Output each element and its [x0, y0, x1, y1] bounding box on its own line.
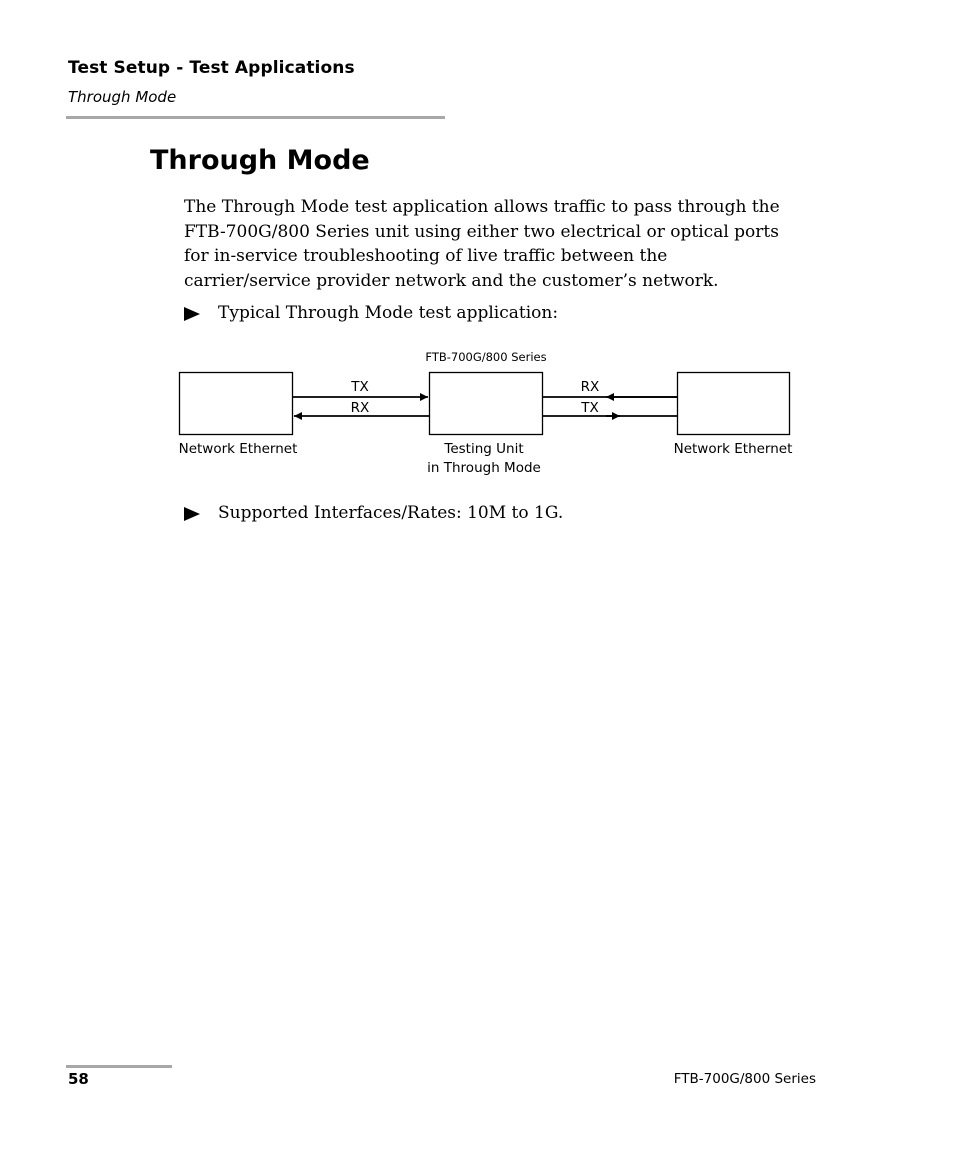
right-tx-label: TX — [581, 400, 599, 416]
page-number: 58 — [68, 1070, 89, 1088]
header-divider — [66, 116, 445, 119]
right-network-box — [678, 373, 790, 435]
testing-unit-label-line1: Testing Unit — [444, 441, 524, 457]
left-network-box — [180, 373, 293, 435]
bullet-item-typical-application — [184, 303, 558, 323]
bullet-text: Supported Interfaces/Rates: 10M to 1G. — [218, 503, 564, 523]
right-network-label: Network Ethernet — [673, 441, 793, 457]
intro-paragraph: The Through Mode test application allows traffic to pass through the FTB-700G/800 Series unit using either two electrical or optical ports for in-service troubleshooting of live traffic between the carrier/service provider network and the customer’s network. — [184, 197, 780, 291]
left-tx-label: TX — [351, 379, 369, 395]
footer-divider — [66, 1065, 172, 1068]
left-network-label: Network Ethernet — [178, 441, 298, 457]
bullet-arrow-icon — [184, 307, 200, 321]
right-rx-label: RX — [580, 379, 600, 395]
testing-unit-box — [430, 373, 543, 435]
testing-unit-label-line2: in Through Mode — [427, 460, 541, 476]
page-title: Through Mode — [150, 145, 370, 176]
running-header-title: Test Setup - Test Applications — [68, 58, 355, 78]
bullet-arrow-icon — [184, 507, 200, 521]
running-header-subtitle: Through Mode — [68, 88, 177, 106]
unit-caption: FTB-700G/800 Series — [425, 350, 547, 364]
left-rx-label: RX — [350, 400, 370, 416]
bullet-text: Typical Through Mode test application: — [218, 303, 559, 323]
bullet-item-supported-rates — [184, 503, 563, 523]
footer-product-name: FTB-700G/800 Series — [673, 1071, 816, 1087]
